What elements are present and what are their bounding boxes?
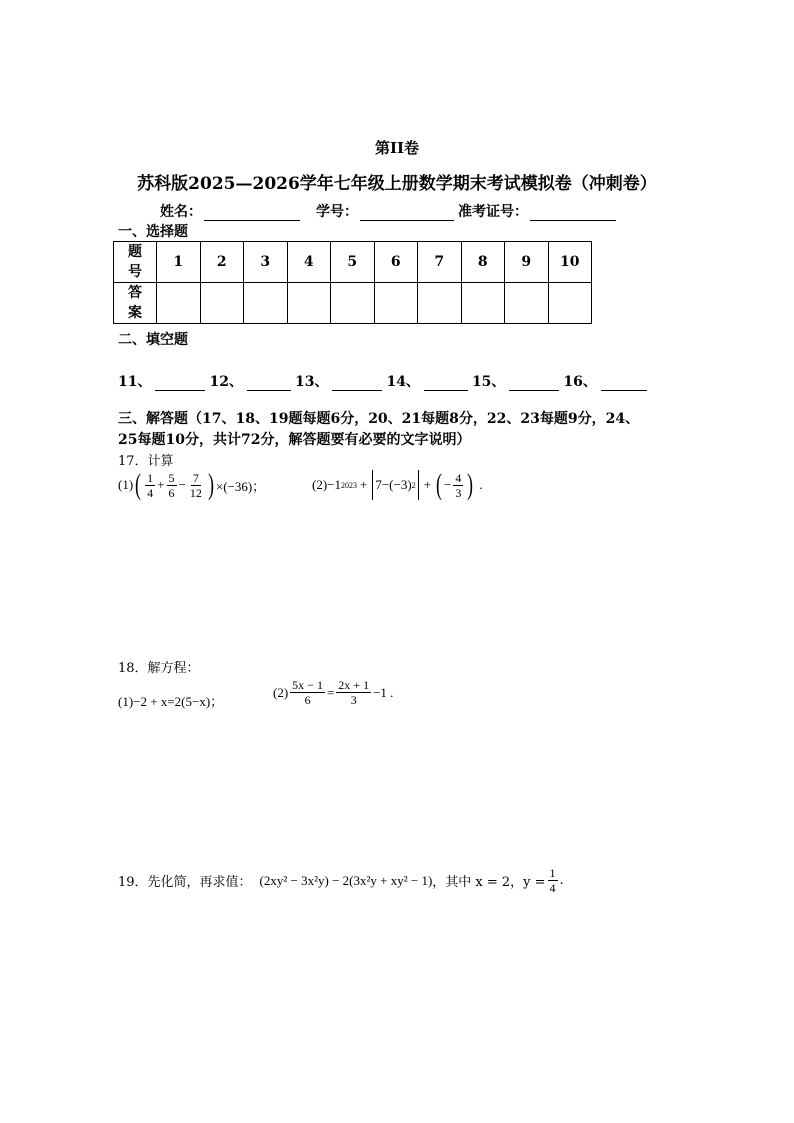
q18-part2	[273, 678, 393, 707]
q18-part1: (1)−2 + x=2(5−x)；	[118, 694, 224, 709]
blank-label: 12、	[209, 374, 243, 390]
q19-expression: (2xy² − 3x²y) − 2(3x²y + xy² − 1)	[259, 872, 433, 888]
numerator: 5	[168, 470, 175, 485]
right-paren: )	[467, 468, 474, 501]
blank-field[interactable]	[155, 376, 205, 391]
abs-content: 7−(−3)	[375, 477, 412, 492]
volume-label: 第II卷	[374, 139, 420, 157]
student-info-row	[160, 201, 620, 221]
denominator: 3	[350, 693, 357, 707]
section3-heading-line1: 三、解答题（17、18、19题每题6分，20、21每题8分，22、23每题9分，24、	[118, 411, 640, 427]
fraction	[167, 471, 177, 500]
student-id-field[interactable]	[360, 206, 454, 221]
q17-part1	[118, 468, 265, 502]
answer-header-cell	[114, 283, 157, 324]
blank-field[interactable]	[509, 376, 559, 391]
expression-tail: ×(−36)；	[215, 478, 266, 494]
expression-head: (2)−1	[312, 477, 341, 492]
blank-label: 14、	[386, 374, 420, 390]
blank-label: 15、	[471, 374, 506, 390]
minus-sign: −	[178, 477, 186, 492]
exam-title: 苏科版2025—2026学年七年级上册数学期末考试模拟卷（冲刺卷）	[137, 174, 657, 194]
q17-part2	[312, 468, 483, 502]
question-number: 4	[287, 242, 331, 283]
period: .	[559, 873, 564, 888]
blank-label: 16、	[563, 374, 597, 390]
q19-label: 19．先化简，再求值：	[118, 875, 252, 890]
answer-cell[interactable]	[548, 283, 592, 324]
header-char: 答	[128, 285, 142, 301]
answer-row	[114, 283, 592, 324]
equals-sign: =	[326, 684, 335, 700]
part-label: (2)	[273, 684, 289, 700]
numerator: 4	[455, 470, 462, 485]
denominator: 6	[168, 485, 175, 500]
q19-condition: ，其中 x = 2，y =	[432, 875, 546, 890]
fill-blank-row	[118, 371, 651, 391]
q17-label: 17．计算	[118, 454, 174, 469]
section1-heading: 一、选择题	[118, 224, 188, 240]
numerator: 1	[549, 866, 556, 880]
plus-sign: +	[360, 477, 368, 492]
numerator: 7	[192, 470, 199, 485]
answer-cell[interactable]	[461, 283, 505, 324]
fraction	[188, 471, 204, 500]
blank-label: 11、	[118, 374, 152, 390]
blank-field[interactable]	[424, 376, 468, 391]
period: .	[479, 477, 483, 492]
numerator: 1	[147, 470, 154, 485]
exam-number-label: 准考证号：	[458, 204, 528, 220]
question-number: 5	[331, 242, 375, 283]
answer-cell[interactable]	[374, 283, 418, 324]
numerator: 2x + 1	[338, 678, 370, 692]
question-number: 3	[244, 242, 288, 283]
minus-sign: −	[444, 477, 452, 492]
denominator: 4	[147, 485, 154, 500]
answer-cell[interactable]	[287, 283, 331, 324]
name-field[interactable]	[204, 206, 300, 221]
numerator: 5x − 1	[292, 678, 323, 692]
fraction	[336, 678, 371, 707]
part-label: (1)	[118, 477, 134, 492]
fraction	[548, 866, 558, 895]
fraction	[453, 471, 463, 500]
q18-label: 18．解方程：	[118, 661, 200, 676]
blank-field[interactable]	[247, 376, 291, 391]
number-header-cell	[114, 242, 157, 283]
exponent: 2	[411, 480, 416, 490]
fraction	[145, 471, 155, 500]
blank-field[interactable]	[332, 376, 382, 391]
plus-sign: +	[157, 477, 165, 492]
denominator: 12	[189, 485, 202, 500]
header-char: 号	[128, 264, 142, 280]
abs-bar-right	[418, 470, 419, 500]
denominator: 6	[304, 693, 311, 707]
answer-cell[interactable]	[157, 283, 201, 324]
answer-table	[113, 241, 592, 324]
denominator: 4	[549, 881, 556, 895]
answer-cell[interactable]	[418, 283, 462, 324]
question-number: 10	[548, 242, 592, 283]
abs-bar-left	[372, 470, 373, 500]
expression-tail: −1 .	[373, 684, 394, 700]
header-char: 题	[128, 244, 142, 260]
left-paren: (	[135, 468, 142, 501]
fraction	[290, 678, 325, 707]
question-number: 2	[200, 242, 244, 283]
section3-heading-line2: 25每题10分，共计72分，解答题要有必要的文字说明）	[118, 432, 471, 448]
answer-cell[interactable]	[331, 283, 375, 324]
exponent: 2023	[341, 480, 357, 490]
answer-cell[interactable]	[200, 283, 244, 324]
student-id-label: 学号：	[316, 204, 358, 220]
exam-number-field[interactable]	[530, 206, 616, 221]
question-number: 9	[505, 242, 549, 283]
blank-label: 13、	[294, 374, 329, 390]
name-label: 姓名：	[160, 204, 202, 220]
blank-field[interactable]	[601, 376, 647, 391]
question-number: 7	[418, 242, 462, 283]
answer-cell[interactable]	[244, 283, 288, 324]
denominator: 3	[455, 485, 462, 500]
left-paren: (	[436, 468, 443, 501]
plus-sign: +	[423, 477, 432, 492]
section2-heading: 二、填空题	[118, 332, 188, 348]
q19-line	[118, 866, 564, 895]
answer-cell[interactable]	[505, 283, 549, 324]
question-number: 1	[157, 242, 201, 283]
question-number: 6	[374, 242, 418, 283]
number-row	[114, 242, 592, 283]
right-paren: )	[207, 468, 214, 501]
header-char: 案	[128, 305, 142, 321]
question-number: 8	[461, 242, 505, 283]
